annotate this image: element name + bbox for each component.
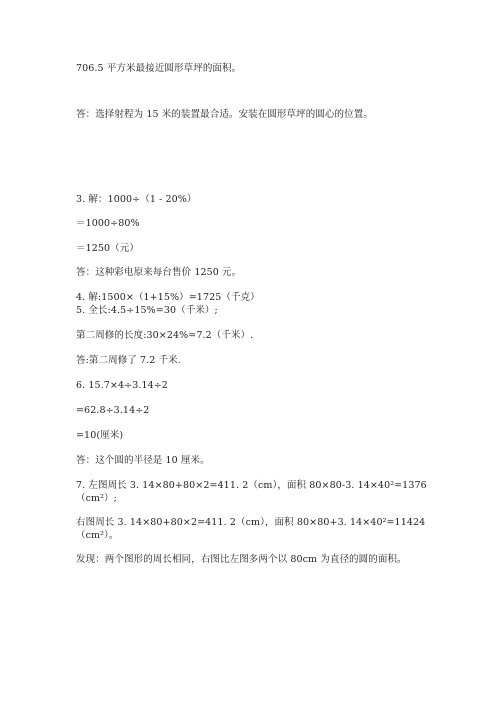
- text-line: 第二周修的长度:30×24%=7.2（千米）.: [76, 330, 254, 341]
- text-line: 3. 解：1000÷（1 - 20%）: [76, 194, 197, 205]
- text-line: 6. 15.7×4÷3.14÷2: [76, 380, 168, 391]
- text-line: （cm²）;: [76, 493, 117, 504]
- text-line: 7. 左图周长 3. 14×80+80×2=411. 2（cm），面积 80×80-3. 14×40²=1376: [76, 480, 427, 491]
- text-line: ＝1250（元）: [76, 243, 139, 254]
- text-line: 706.5 平方米最接近圆形草坪的面积。: [76, 63, 242, 74]
- text-line: ＝1000÷80%: [76, 218, 140, 229]
- text-line: 4. 解:1500×（1+15%）=1725（千克）: [76, 292, 260, 303]
- text-line: 答：这种彩电原来每台售价 1250 元。: [76, 267, 242, 278]
- text-line: 答:第二周修了 7.2 千米.: [76, 355, 181, 366]
- text-line: =62.8÷3.14÷2: [76, 405, 150, 416]
- text-line: 答：这个圆的半径是 10 厘米。: [76, 455, 210, 466]
- text-line: 发现：两个图形的周长相同，右图比左图多两个以 80cm 为直径的圆的面积。: [76, 554, 407, 565]
- text-line: 右图周长 3. 14×80+80×2=411. 2（cm），面积 80×80+3. 14×40²=11424: [76, 517, 426, 528]
- text-line: （cm²）。: [76, 530, 119, 541]
- text-line: 5. 全长:4.5÷15%=30（千米）;: [76, 305, 218, 316]
- text-line: =10(厘米): [76, 430, 124, 441]
- text-line: 答：选择射程为 15 米的装置最合适。安装在圆形草坪的圆心的位置。: [76, 109, 373, 120]
